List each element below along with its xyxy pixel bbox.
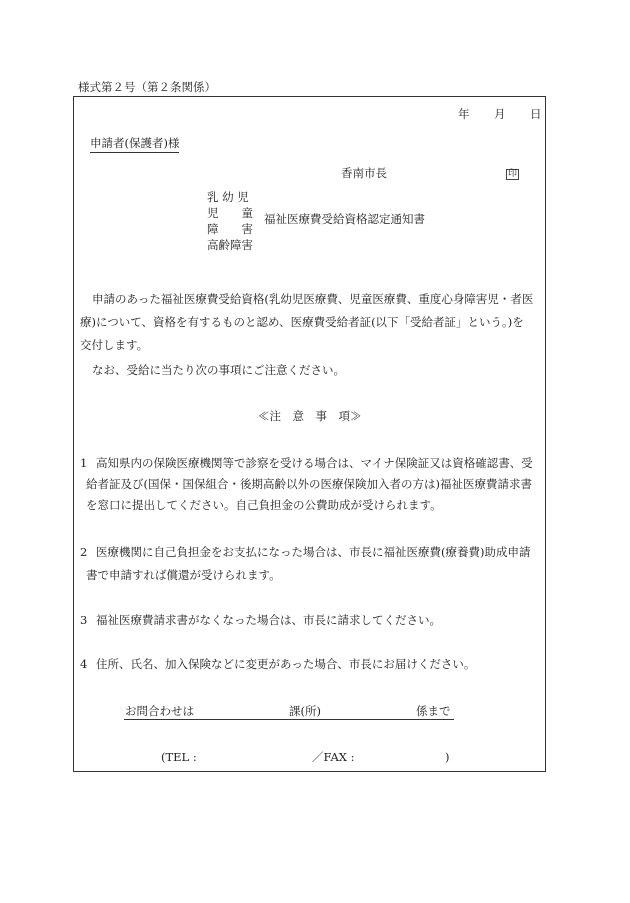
date-month: 月 bbox=[494, 107, 506, 121]
body-para1-line1: 申請のあった福祉医療費受給資格(乳幼児医療費、児童医療費、重度心身障害児・者医 bbox=[92, 292, 534, 306]
note-1-line3: を窓口に提出してください。自己負担金の公費助成が受けられます。 bbox=[86, 498, 442, 512]
fax-label: ／FAX : bbox=[312, 750, 355, 764]
note-number: 1 bbox=[80, 456, 88, 470]
body-para1-line2: 療)について、資格を有するものと認め、医療費受給者証(以下「受給者証」という。)を bbox=[80, 315, 524, 329]
form-label: 様式第２号（第２条関係） bbox=[78, 80, 216, 94]
notes-heading: ≪注 意 事 項≫ bbox=[258, 409, 362, 423]
note-1-line1: 高知県内の保険医療機関等で診察を受ける場合は、マイナ保険証又は資格確認書、受 bbox=[96, 456, 533, 470]
contact-label: お問合わせは bbox=[125, 704, 194, 718]
note-number: 3 bbox=[80, 613, 88, 627]
issuer-name: 香南市長 bbox=[341, 166, 387, 180]
contact-staff: 係まで bbox=[416, 704, 451, 718]
tel-label: (TEL : bbox=[161, 750, 197, 764]
category-disability: 障 害 bbox=[207, 222, 253, 236]
note-4-line1: 住所、氏名、加入保険などに変更があった場合、市長にお届けください。 bbox=[96, 657, 476, 671]
date-year: 年 bbox=[458, 107, 470, 121]
addressee: 申請者(保護者)様 bbox=[90, 138, 179, 153]
note-1-line2: 給者証及び(国保・国保組合・後期高齢以外の医療保険加入者の方は)福祉医療費請求書 bbox=[86, 477, 532, 491]
contact-section: 課(所) bbox=[289, 704, 321, 718]
note-3-line1: 福祉医療費請求書がなくなった場合は、市長に請求してください。 bbox=[96, 613, 441, 627]
document-title: 福祉医療費受給資格認定通知書 bbox=[264, 212, 425, 226]
note-2-line2: 書で申請すれば償還が受けられます。 bbox=[86, 568, 281, 582]
category-elderly-disability: 高齢障害 bbox=[207, 238, 253, 252]
category-infant: 乳 幼 児 bbox=[207, 190, 249, 204]
note-number: 4 bbox=[80, 657, 88, 671]
note-2-line1: 医療機関に自己負担金をお支払になった場合は、市長に福祉医療費(療養費)助成申請 bbox=[96, 545, 531, 559]
body-para1-line3: 交付します。 bbox=[80, 338, 149, 352]
note-number: 2 bbox=[80, 545, 88, 559]
seal-mark: 印 bbox=[508, 169, 518, 179]
date-day: 日 bbox=[530, 107, 542, 121]
body-para2: なお、受給に当たり次の事項にご注意ください。 bbox=[92, 363, 345, 377]
contact-underline bbox=[124, 719, 454, 720]
category-child: 児 童 bbox=[207, 206, 253, 220]
close-paren: ) bbox=[445, 750, 450, 764]
